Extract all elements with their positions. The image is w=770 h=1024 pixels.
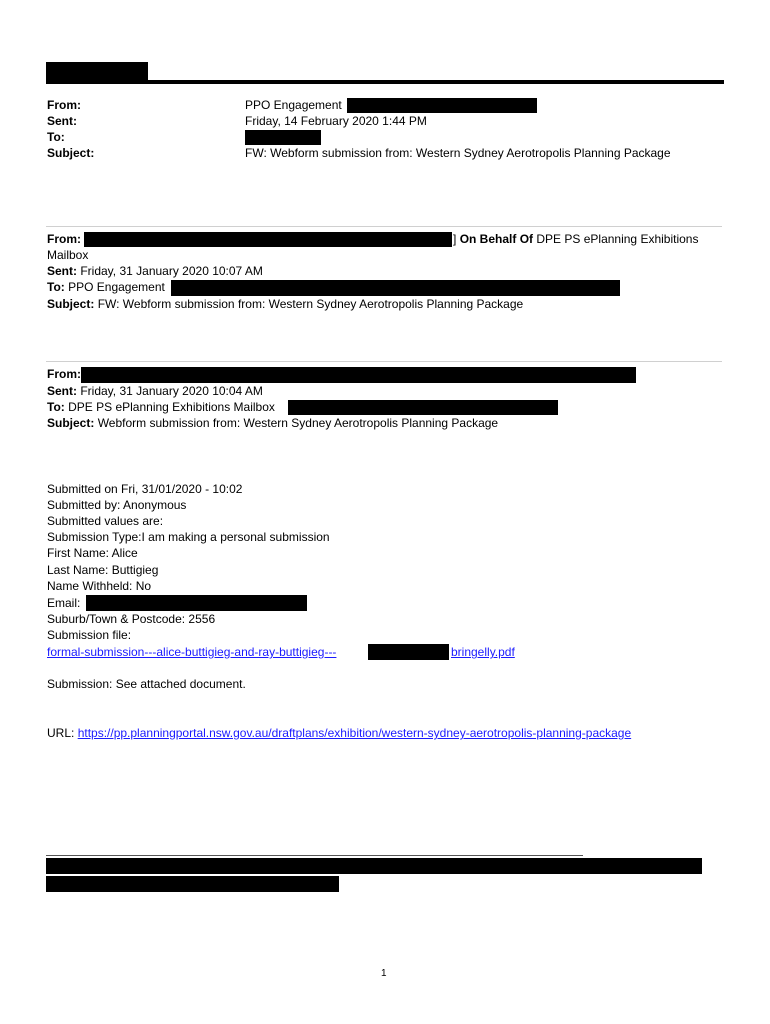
file-label: Submission file:: [47, 628, 132, 642]
fwd2-subject-label: Subject:: [47, 416, 95, 430]
divider-1: [46, 226, 722, 227]
file-link-redaction: [368, 644, 449, 660]
file-link-part-2[interactable]: bringelly.pdf: [451, 645, 515, 659]
bottom-redaction-2: [46, 876, 339, 892]
outer-subject-label: Subject:: [47, 146, 95, 160]
url-label: URL:: [47, 726, 78, 740]
submission-type: Submission Type:I am making a personal submission: [47, 530, 330, 544]
fwd1-subject-value: FW: Webform submission from: Western Sydney Aerotropolis Planning Package: [97, 297, 524, 311]
fwd1-to-redaction: [171, 280, 620, 296]
first-name: First Name: Alice: [47, 546, 138, 560]
outer-subject-value: FW: Webform submission from: Western Sydney Aerotropolis Planning Package: [245, 146, 671, 160]
fwd1-bracket: ]: [453, 232, 457, 246]
outer-from-label: From:: [47, 98, 81, 112]
fwd1-from-label: From:: [47, 232, 81, 246]
divider-2: [46, 361, 722, 362]
suburb-postcode: Suburb/Town & Postcode: 2556: [47, 612, 216, 626]
fwd1-to-value: PPO Engagement: [68, 280, 165, 294]
fwd1-from-redaction: [84, 232, 452, 247]
header-name-redaction: [46, 62, 148, 81]
outer-to-redaction: [245, 130, 321, 145]
name-withheld: Name Withheld: No: [47, 579, 152, 593]
bottom-rule: [46, 855, 583, 856]
email-redaction: [86, 595, 307, 611]
fwd1-subject-label: Subject:: [47, 297, 95, 311]
header-rule: [46, 80, 724, 84]
submission-note: Submission: See attached document.: [47, 677, 246, 691]
fwd2-from-redaction: [81, 367, 636, 383]
fwd2-from-label: From:: [47, 367, 81, 381]
fwd1-subject-line: [47, 296, 523, 312]
submitted-by: Submitted by: Anonymous: [47, 498, 187, 512]
fwd2-subject-value: Webform submission from: Western Sydney Aerotropolis Planning Package: [97, 416, 499, 430]
url-line: [47, 725, 631, 741]
fwd2-sent-value: Friday, 31 January 2020 10:04 AM: [80, 384, 263, 398]
fwd1-behalf-cont: Mailbox: [47, 248, 89, 262]
bottom-redaction-1: [46, 858, 702, 874]
fwd1-sent-label: Sent:: [47, 264, 77, 278]
values-are: Submitted values are:: [47, 514, 164, 528]
file-link-line: [47, 644, 336, 660]
outer-sent-value: Friday, 14 February 2020 1:44 PM: [245, 114, 427, 128]
file-link-part-1[interactable]: formal-submission---alice-buttigieg-and-ray-buttigieg---: [47, 645, 337, 659]
fwd1-sent-line: [47, 263, 263, 279]
outer-from-value: PPO Engagement: [245, 98, 342, 112]
fwd2-to-label: To:: [47, 400, 65, 414]
fwd2-to-redaction: [288, 400, 558, 415]
outer-from-redaction: [347, 98, 537, 113]
fwd2-subject-line: [47, 415, 498, 431]
fwd2-sent-line: [47, 383, 263, 399]
page-number: 1: [381, 968, 387, 979]
email-label: Email:: [47, 596, 81, 610]
fwd1-behalf-label: On Behalf Of: [459, 232, 534, 246]
fwd1-behalf-line: [453, 231, 698, 247]
fwd2-to-value: DPE PS ePlanning Exhibitions Mailbox: [68, 400, 275, 414]
fwd1-to-label: To:: [47, 280, 65, 294]
fwd2-to-line: [47, 399, 275, 415]
outer-to-label: To:: [47, 130, 65, 144]
fwd1-behalf-value: DPE PS ePlanning Exhibitions: [536, 232, 699, 246]
fwd2-sent-label: Sent:: [47, 384, 77, 398]
submitted-on: Submitted on Fri, 31/01/2020 - 10:02: [47, 482, 243, 496]
url-link[interactable]: https://pp.planningportal.nsw.gov.au/draftplans/exhibition/western-sydney-aerotropolis-planning-package: [77, 726, 632, 740]
last-name: Last Name: Buttigieg: [47, 563, 159, 577]
fwd1-sent-value: Friday, 31 January 2020 10:07 AM: [80, 264, 263, 278]
outer-sent-label: Sent:: [47, 114, 77, 128]
fwd1-to-line: [47, 279, 165, 295]
